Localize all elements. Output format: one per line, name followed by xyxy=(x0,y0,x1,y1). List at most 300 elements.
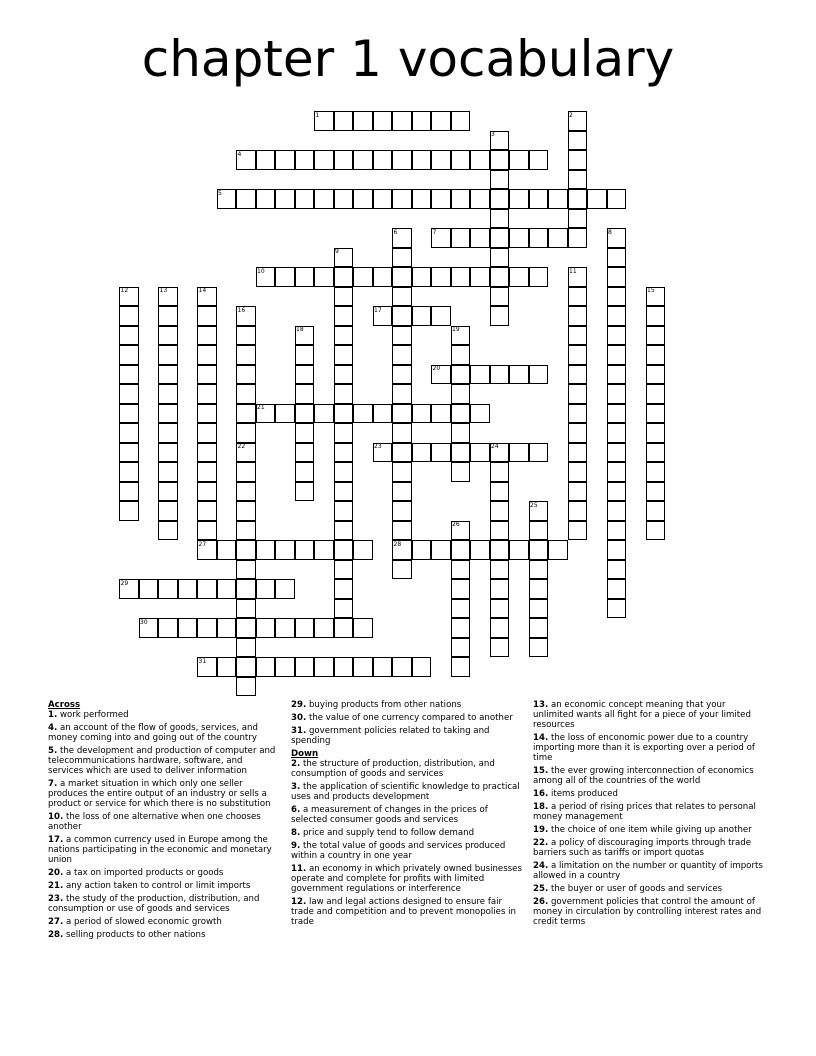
grid-cell[interactable] xyxy=(392,521,412,541)
grid-cell[interactable] xyxy=(373,189,393,209)
grid-cell[interactable] xyxy=(373,111,393,131)
clue-number-label: 31 xyxy=(198,657,207,665)
grid-cell[interactable] xyxy=(392,443,412,463)
grid-cell[interactable] xyxy=(334,111,354,131)
grid-cell[interactable] xyxy=(529,618,549,638)
grid-cell[interactable] xyxy=(334,521,354,541)
grid-cell[interactable] xyxy=(529,150,549,170)
grid-cell[interactable] xyxy=(119,404,139,424)
grid-cell[interactable] xyxy=(451,560,471,580)
grid-cell[interactable] xyxy=(451,228,471,248)
grid-cell[interactable] xyxy=(295,404,315,424)
grid-cell[interactable] xyxy=(392,248,412,268)
grid-cell[interactable] xyxy=(392,501,412,521)
grid-cell[interactable] xyxy=(334,482,354,502)
grid-cell[interactable] xyxy=(607,189,627,209)
grid-cell[interactable] xyxy=(431,189,451,209)
grid-cell[interactable] xyxy=(197,521,217,541)
grid-cell[interactable] xyxy=(470,189,490,209)
grid-cell[interactable] xyxy=(529,228,549,248)
grid-cell[interactable] xyxy=(158,306,178,326)
grid-cell[interactable] xyxy=(334,462,354,482)
grid-cell[interactable] xyxy=(451,404,471,424)
grid-cell[interactable] xyxy=(607,462,627,482)
grid-cell[interactable] xyxy=(412,150,432,170)
grid-cell[interactable] xyxy=(646,501,666,521)
grid-cell[interactable] xyxy=(607,326,627,346)
grid-cell[interactable] xyxy=(334,306,354,326)
grid-cell[interactable] xyxy=(607,404,627,424)
grid-cell[interactable] xyxy=(470,365,490,385)
grid-cell[interactable] xyxy=(548,540,568,560)
grid-cell[interactable] xyxy=(295,150,315,170)
grid-cell[interactable] xyxy=(334,384,354,404)
grid-cell[interactable] xyxy=(275,657,295,677)
grid-cell[interactable] xyxy=(119,365,139,385)
grid-cell[interactable] xyxy=(490,287,510,307)
grid-cell[interactable] xyxy=(197,501,217,521)
grid-cell[interactable] xyxy=(197,462,217,482)
grid-cell[interactable] xyxy=(295,540,315,560)
grid-cell[interactable] xyxy=(548,189,568,209)
grid-cell[interactable] xyxy=(314,540,334,560)
grid-cell[interactable] xyxy=(158,365,178,385)
grid-cell[interactable] xyxy=(236,365,256,385)
grid-cell[interactable] xyxy=(392,150,412,170)
grid-cell[interactable] xyxy=(646,365,666,385)
grid-cell[interactable] xyxy=(158,501,178,521)
grid-cell[interactable] xyxy=(236,618,256,638)
grid-cell[interactable] xyxy=(119,443,139,463)
grid-cell[interactable] xyxy=(119,326,139,346)
grid-cell[interactable] xyxy=(451,540,471,560)
grid-cell[interactable] xyxy=(451,579,471,599)
grid-cell[interactable] xyxy=(334,599,354,619)
grid-cell[interactable] xyxy=(275,618,295,638)
grid-cell[interactable] xyxy=(334,326,354,346)
grid-cell[interactable] xyxy=(451,462,471,482)
grid-cell[interactable] xyxy=(412,267,432,287)
grid-cell[interactable] xyxy=(431,267,451,287)
grid-cell[interactable] xyxy=(275,404,295,424)
grid-cell[interactable] xyxy=(431,150,451,170)
grid-cell[interactable] xyxy=(197,365,217,385)
grid-cell[interactable] xyxy=(529,638,549,658)
grid-cell[interactable] xyxy=(607,599,627,619)
grid-cell[interactable] xyxy=(431,306,451,326)
grid-cell[interactable] xyxy=(295,267,315,287)
grid-cell[interactable] xyxy=(158,326,178,346)
grid-cell[interactable] xyxy=(451,111,471,131)
grid-cell[interactable] xyxy=(646,345,666,365)
grid-cell[interactable] xyxy=(197,326,217,346)
grid-cell[interactable] xyxy=(568,326,588,346)
grid-cell[interactable] xyxy=(236,560,256,580)
grid-cell[interactable] xyxy=(334,345,354,365)
grid-cell[interactable] xyxy=(256,189,276,209)
grid-cell[interactable] xyxy=(275,150,295,170)
grid-cell[interactable] xyxy=(568,384,588,404)
grid-cell[interactable] xyxy=(451,345,471,365)
grid-cell[interactable] xyxy=(275,267,295,287)
grid-cell[interactable] xyxy=(236,579,256,599)
grid-cell[interactable] xyxy=(568,423,588,443)
grid-cell[interactable] xyxy=(490,189,510,209)
grid-cell[interactable] xyxy=(412,306,432,326)
grid-cell[interactable] xyxy=(158,443,178,463)
grid-cell[interactable] xyxy=(646,423,666,443)
grid-cell[interactable] xyxy=(431,443,451,463)
grid-cell[interactable] xyxy=(256,579,276,599)
grid-cell[interactable] xyxy=(529,365,549,385)
grid-cell[interactable] xyxy=(509,189,529,209)
grid-cell[interactable] xyxy=(392,306,412,326)
grid-cell[interactable] xyxy=(197,618,217,638)
grid-cell[interactable] xyxy=(353,404,373,424)
grid-cell[interactable] xyxy=(607,384,627,404)
grid-cell[interactable] xyxy=(490,462,510,482)
grid-cell[interactable] xyxy=(236,423,256,443)
grid-cell[interactable] xyxy=(646,462,666,482)
grid-cell[interactable] xyxy=(451,267,471,287)
grid-cell[interactable] xyxy=(568,287,588,307)
grid-cell[interactable] xyxy=(334,657,354,677)
grid-cell[interactable] xyxy=(568,521,588,541)
grid-cell[interactable] xyxy=(197,579,217,599)
grid-cell[interactable] xyxy=(451,365,471,385)
grid-cell[interactable] xyxy=(451,189,471,209)
grid-cell[interactable] xyxy=(568,189,588,209)
grid-cell[interactable] xyxy=(490,228,510,248)
grid-cell[interactable] xyxy=(236,501,256,521)
grid-cell[interactable] xyxy=(236,638,256,658)
grid-cell[interactable] xyxy=(490,599,510,619)
grid-cell[interactable] xyxy=(529,599,549,619)
grid-cell[interactable] xyxy=(392,267,412,287)
grid-cell[interactable] xyxy=(646,482,666,502)
grid-cell[interactable] xyxy=(295,423,315,443)
grid-cell[interactable] xyxy=(334,618,354,638)
grid-cell[interactable] xyxy=(470,404,490,424)
grid-cell[interactable] xyxy=(568,404,588,424)
grid-cell[interactable] xyxy=(392,462,412,482)
grid-cell[interactable] xyxy=(412,540,432,560)
grid-cell[interactable] xyxy=(275,540,295,560)
grid-cell[interactable] xyxy=(158,345,178,365)
grid-cell[interactable] xyxy=(158,618,178,638)
grid-cell[interactable] xyxy=(158,579,178,599)
grid-cell[interactable] xyxy=(275,189,295,209)
grid-cell[interactable] xyxy=(607,365,627,385)
grid-cell[interactable] xyxy=(373,657,393,677)
grid-cell[interactable] xyxy=(607,560,627,580)
grid-cell[interactable] xyxy=(295,365,315,385)
grid-cell[interactable] xyxy=(236,521,256,541)
grid-cell[interactable] xyxy=(451,618,471,638)
grid-cell[interactable] xyxy=(568,501,588,521)
clue-number-label: 4 xyxy=(237,150,242,158)
grid-cell[interactable] xyxy=(217,657,237,677)
grid-cell[interactable] xyxy=(568,482,588,502)
grid-cell[interactable] xyxy=(334,365,354,385)
grid-cell[interactable] xyxy=(412,189,432,209)
grid-cell[interactable] xyxy=(392,287,412,307)
grid-cell[interactable] xyxy=(334,423,354,443)
grid-cell[interactable] xyxy=(431,404,451,424)
grid-cell[interactable] xyxy=(334,579,354,599)
grid-cell[interactable] xyxy=(412,657,432,677)
grid-cell[interactable] xyxy=(373,404,393,424)
grid-cell[interactable] xyxy=(607,287,627,307)
grid-cell[interactable] xyxy=(353,189,373,209)
grid-cell[interactable] xyxy=(587,189,607,209)
down-clue: 22. a policy of discouraging imports through trade barriers such as tariffs or import quotas xyxy=(533,838,752,858)
grid-cell[interactable] xyxy=(334,287,354,307)
grid-cell[interactable] xyxy=(353,111,373,131)
grid-cell[interactable] xyxy=(490,209,510,229)
grid-cell[interactable] xyxy=(158,521,178,541)
grid-cell[interactable] xyxy=(236,384,256,404)
grid-cell[interactable] xyxy=(607,306,627,326)
down-clue: 14. the loss of enconomic power due to a country importing more than it is exporting over a period of time xyxy=(533,733,755,763)
grid-cell[interactable] xyxy=(490,248,510,268)
grid-cell[interactable] xyxy=(568,345,588,365)
grid-cell[interactable] xyxy=(236,189,256,209)
grid-cell[interactable] xyxy=(314,657,334,677)
grid-cell[interactable] xyxy=(217,540,237,560)
grid-cell[interactable] xyxy=(119,482,139,502)
grid-cell[interactable] xyxy=(236,540,256,560)
grid-cell[interactable] xyxy=(607,521,627,541)
grid-cell[interactable] xyxy=(509,540,529,560)
grid-cell[interactable] xyxy=(334,540,354,560)
grid-cell[interactable] xyxy=(451,638,471,658)
grid-cell[interactable] xyxy=(392,189,412,209)
grid-cell[interactable] xyxy=(119,501,139,521)
grid-cell[interactable] xyxy=(568,365,588,385)
grid-cell[interactable] xyxy=(529,560,549,580)
grid-cell[interactable] xyxy=(392,326,412,346)
grid-cell[interactable] xyxy=(217,579,237,599)
grid-cell[interactable] xyxy=(607,423,627,443)
grid-cell[interactable] xyxy=(256,540,276,560)
grid-cell[interactable] xyxy=(607,501,627,521)
grid-cell[interactable] xyxy=(295,443,315,463)
grid-cell[interactable] xyxy=(314,618,334,638)
grid-cell[interactable] xyxy=(451,443,471,463)
grid-cell[interactable] xyxy=(490,150,510,170)
grid-cell[interactable] xyxy=(529,267,549,287)
grid-cell[interactable] xyxy=(451,599,471,619)
grid-cell[interactable] xyxy=(236,404,256,424)
grid-cell[interactable] xyxy=(470,443,490,463)
grid-cell[interactable] xyxy=(646,326,666,346)
grid-cell[interactable] xyxy=(470,228,490,248)
grid-cell[interactable] xyxy=(392,365,412,385)
grid-cell[interactable] xyxy=(334,501,354,521)
grid-cell[interactable] xyxy=(529,443,549,463)
grid-cell[interactable] xyxy=(412,111,432,131)
grid-cell[interactable] xyxy=(275,579,295,599)
grid-cell[interactable] xyxy=(197,384,217,404)
grid-cell[interactable] xyxy=(607,267,627,287)
grid-cell[interactable] xyxy=(490,170,510,190)
grid-cell[interactable] xyxy=(607,540,627,560)
grid-cell[interactable] xyxy=(607,482,627,502)
grid-cell[interactable] xyxy=(529,189,549,209)
grid-cell[interactable] xyxy=(236,482,256,502)
grid-cell[interactable] xyxy=(392,404,412,424)
grid-cell[interactable] xyxy=(295,345,315,365)
grid-cell[interactable] xyxy=(412,443,432,463)
grid-cell[interactable] xyxy=(197,306,217,326)
grid-cell[interactable] xyxy=(158,423,178,443)
grid-cell[interactable] xyxy=(353,540,373,560)
grid-cell[interactable] xyxy=(568,209,588,229)
grid-cell[interactable] xyxy=(334,189,354,209)
grid-cell[interactable] xyxy=(373,150,393,170)
grid-cell[interactable] xyxy=(607,248,627,268)
grid-cell[interactable] xyxy=(158,462,178,482)
grid-cell[interactable] xyxy=(314,150,334,170)
grid-cell[interactable] xyxy=(490,482,510,502)
grid-cell[interactable] xyxy=(451,384,471,404)
grid-cell[interactable] xyxy=(451,423,471,443)
grid-cell[interactable] xyxy=(334,560,354,580)
grid-cell[interactable] xyxy=(490,267,510,287)
grid-cell[interactable] xyxy=(490,540,510,560)
grid-cell[interactable] xyxy=(197,423,217,443)
grid-cell[interactable] xyxy=(490,638,510,658)
grid-cell[interactable] xyxy=(236,657,256,677)
grid-cell[interactable] xyxy=(295,384,315,404)
grid-cell[interactable] xyxy=(158,482,178,502)
grid-cell[interactable] xyxy=(490,579,510,599)
grid-cell[interactable] xyxy=(158,384,178,404)
grid-cell[interactable] xyxy=(568,228,588,248)
grid-cell[interactable] xyxy=(295,657,315,677)
grid-cell[interactable] xyxy=(295,482,315,502)
grid-cell[interactable] xyxy=(178,579,198,599)
grid-cell[interactable] xyxy=(256,618,276,638)
grid-cell[interactable] xyxy=(607,579,627,599)
grid-cell[interactable] xyxy=(119,462,139,482)
grid-cell[interactable] xyxy=(295,462,315,482)
grid-cell[interactable] xyxy=(509,443,529,463)
grid-cell[interactable] xyxy=(548,228,568,248)
grid-cell[interactable] xyxy=(568,306,588,326)
grid-cell[interactable] xyxy=(646,384,666,404)
grid-cell[interactable] xyxy=(197,404,217,424)
grid-cell[interactable] xyxy=(392,560,412,580)
grid-cell[interactable] xyxy=(568,170,588,190)
grid-cell[interactable] xyxy=(412,404,432,424)
grid-cell[interactable] xyxy=(314,267,334,287)
grid-cell[interactable] xyxy=(470,540,490,560)
grid-cell[interactable] xyxy=(353,657,373,677)
grid-cell[interactable] xyxy=(197,345,217,365)
grid-cell[interactable] xyxy=(334,267,354,287)
grid-cell[interactable] xyxy=(470,267,490,287)
grid-cell[interactable] xyxy=(236,599,256,619)
grid-cell[interactable] xyxy=(451,657,471,677)
grid-cell[interactable] xyxy=(646,443,666,463)
grid-cell[interactable] xyxy=(529,521,549,541)
grid-cell[interactable] xyxy=(490,306,510,326)
grid-cell[interactable] xyxy=(353,267,373,287)
grid-cell[interactable] xyxy=(158,404,178,424)
grid-cell[interactable] xyxy=(490,521,510,541)
grid-cell[interactable] xyxy=(236,326,256,346)
grid-cell[interactable] xyxy=(197,482,217,502)
grid-cell[interactable] xyxy=(236,677,256,697)
grid-cell[interactable] xyxy=(646,521,666,541)
grid-cell[interactable] xyxy=(392,657,412,677)
grid-cell[interactable] xyxy=(119,306,139,326)
grid-cell[interactable] xyxy=(509,365,529,385)
grid-cell[interactable] xyxy=(334,150,354,170)
grid-cell[interactable] xyxy=(529,579,549,599)
grid-cell[interactable] xyxy=(646,306,666,326)
grid-cell[interactable] xyxy=(568,150,588,170)
grid-cell[interactable] xyxy=(314,189,334,209)
grid-cell[interactable] xyxy=(490,501,510,521)
grid-cell[interactable] xyxy=(431,540,451,560)
grid-cell[interactable] xyxy=(119,384,139,404)
grid-cell[interactable] xyxy=(509,150,529,170)
grid-cell[interactable] xyxy=(119,345,139,365)
grid-cell[interactable] xyxy=(490,365,510,385)
grid-cell[interactable] xyxy=(197,443,217,463)
grid-cell[interactable] xyxy=(392,384,412,404)
grid-cell[interactable] xyxy=(509,267,529,287)
grid-cell[interactable] xyxy=(607,443,627,463)
grid-cell[interactable] xyxy=(568,462,588,482)
grid-cell[interactable] xyxy=(334,443,354,463)
grid-cell[interactable] xyxy=(256,150,276,170)
grid-cell[interactable] xyxy=(490,560,510,580)
grid-cell[interactable] xyxy=(607,345,627,365)
grid-cell[interactable] xyxy=(470,150,490,170)
grid-cell[interactable] xyxy=(236,462,256,482)
grid-cell[interactable] xyxy=(334,404,354,424)
grid-cell[interactable] xyxy=(178,618,198,638)
grid-cell[interactable] xyxy=(295,618,315,638)
grid-cell[interactable] xyxy=(392,345,412,365)
grid-cell[interactable] xyxy=(353,618,373,638)
grid-cell[interactable] xyxy=(490,618,510,638)
grid-cell[interactable] xyxy=(529,540,549,560)
grid-cell[interactable] xyxy=(392,423,412,443)
grid-cell[interactable] xyxy=(431,111,451,131)
grid-cell[interactable] xyxy=(295,189,315,209)
grid-cell[interactable] xyxy=(568,443,588,463)
grid-cell[interactable] xyxy=(646,404,666,424)
grid-cell[interactable] xyxy=(373,267,393,287)
grid-cell[interactable] xyxy=(392,111,412,131)
grid-cell[interactable] xyxy=(314,404,334,424)
grid-cell[interactable] xyxy=(353,150,373,170)
grid-cell[interactable] xyxy=(392,482,412,502)
grid-cell[interactable] xyxy=(568,131,588,151)
grid-cell[interactable] xyxy=(509,228,529,248)
grid-cell[interactable] xyxy=(256,657,276,677)
grid-cell[interactable] xyxy=(119,423,139,443)
grid-cell[interactable] xyxy=(451,150,471,170)
grid-cell[interactable] xyxy=(139,579,159,599)
grid-cell[interactable] xyxy=(217,618,237,638)
grid-cell[interactable] xyxy=(236,345,256,365)
